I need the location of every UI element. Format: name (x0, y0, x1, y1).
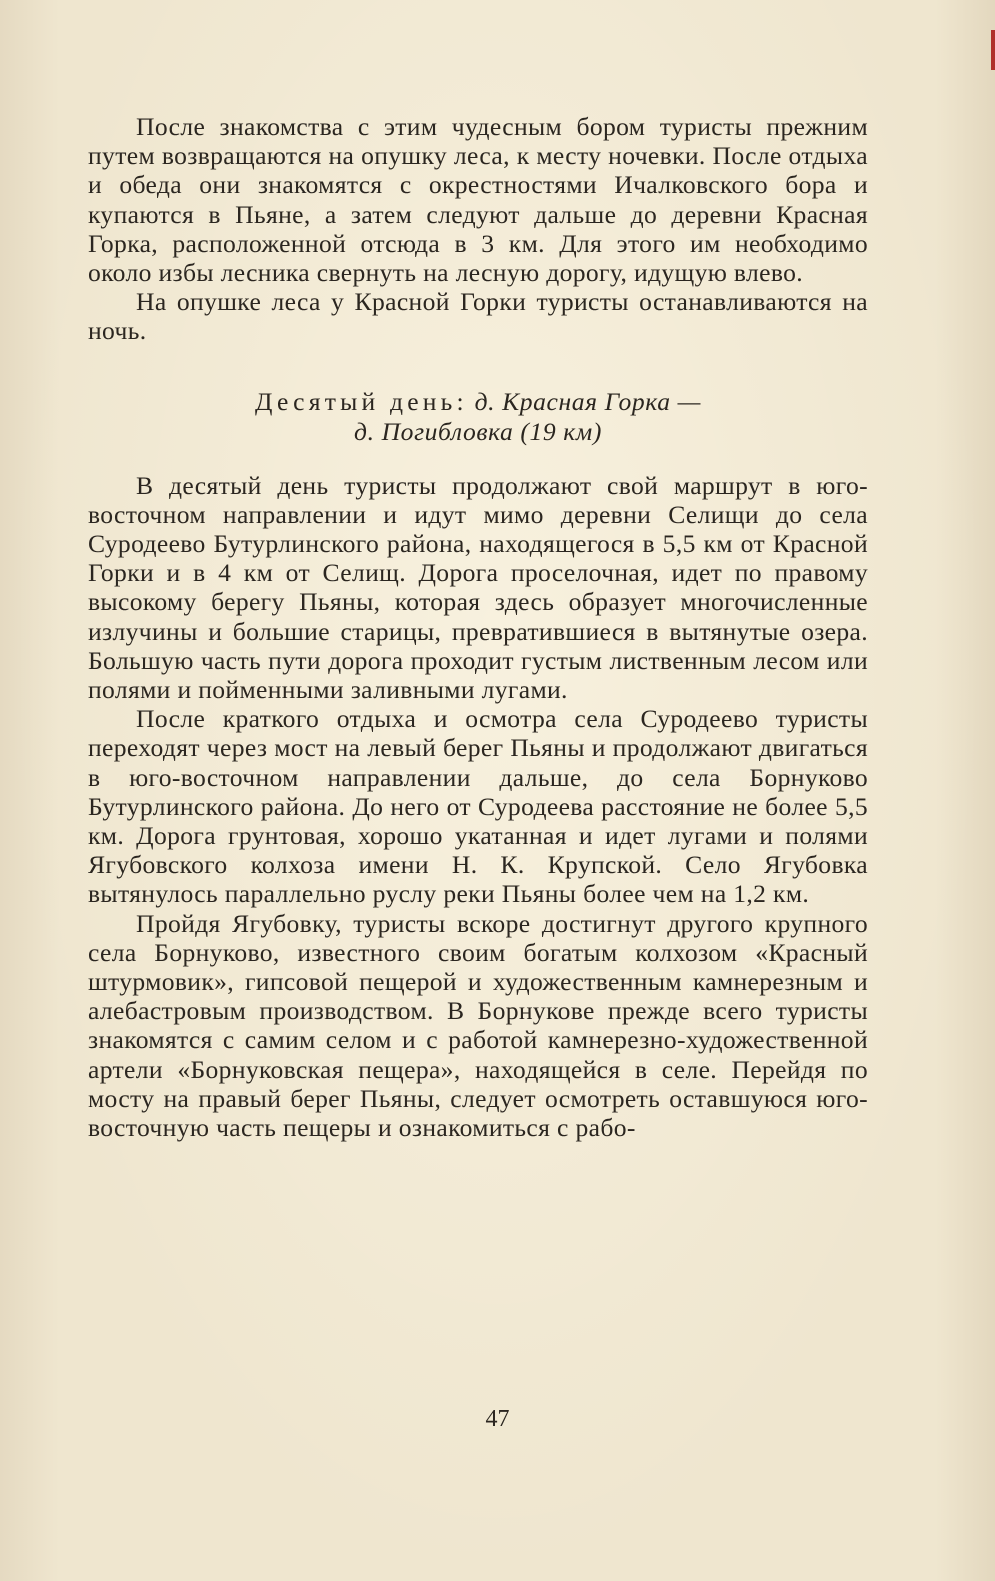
body-text (88, 112, 868, 1142)
page-number: 47 (485, 1406, 510, 1432)
section-heading (88, 387, 868, 447)
page-edge-mark (991, 30, 995, 70)
heading-day-label: Десятый день: (255, 386, 468, 416)
paragraph-5: Пройдя Ягубовку, туристы вскоре достигнут другого крупного села Борнуково, известного своим богатым колхозом «Красный штурмовик», гипсовой пещерой и художественным камнерезным и алебастровым производством. В Борнукове прежде всего туристы знакомятся с самим селом и с работой камнерезно-художественной артели «Борнуковская пещера», находящейся в селе. Перейдя по мосту на правый берег Пьяны, следует осмотреть оставшуюся юго-восточную часть пещеры и ознакомиться с рабо- (88, 908, 868, 1143)
paragraph-2: На опушке леса у Красной Горки туристы останавливаются на ночь. (88, 287, 868, 346)
paragraph-3: В десятый день туристы продолжают свой маршрут в юго-восточном направлении и идут мимо деревни Селищи до села Суродеево Бутурлинского района, находящегося в 5,5 км от Красной Горки и в 4 км от Селищ. Дорога проселочная, идет по правому высокому берегу Пьяны, которая здесь образует многочисленные излучины и большие старицы, превратившиеся в вытянутые озера. Большую часть пути дорога проходит густым лиственным лесом или полями и пойменными заливными лугами. (88, 470, 868, 705)
paragraph-1: После знакомства с этим чудесным бором туристы прежним путем возвращаются на опушку леса, к месту ночевки. После отдыха и обеда они знакомятся с окрестностями Ичалковского бора и купаются в Пьяне, а затем следуют дальше до деревни Красная Горка, расположенной отсюда в 3 км. Для этого им необходимо около избы лесника свернуть на лесную дорогу, идущую влево. (88, 112, 868, 288)
paragraph-4: После краткого отдыха и осмотра села Суродеево туристы переходят через мост на левый берег Пьяны и продолжают двигаться в юго-восточном направлении дальше, до села Борнуково Бутурлинского района. До него от Суродеева расстояние не более 5,5 км. Дорога грунтовая, хорошо укатанная и идет лугами и полями Ягубовского колхоза имени Н. К. Крупской. Село Ягубовка вытянулось параллельно руслу реки Пьяны более чем на 1,2 км. (88, 704, 868, 909)
heading-route-start: д. Красная Горка — (474, 386, 701, 416)
heading-route-end: д. Погибловка (19 км) (354, 416, 602, 446)
